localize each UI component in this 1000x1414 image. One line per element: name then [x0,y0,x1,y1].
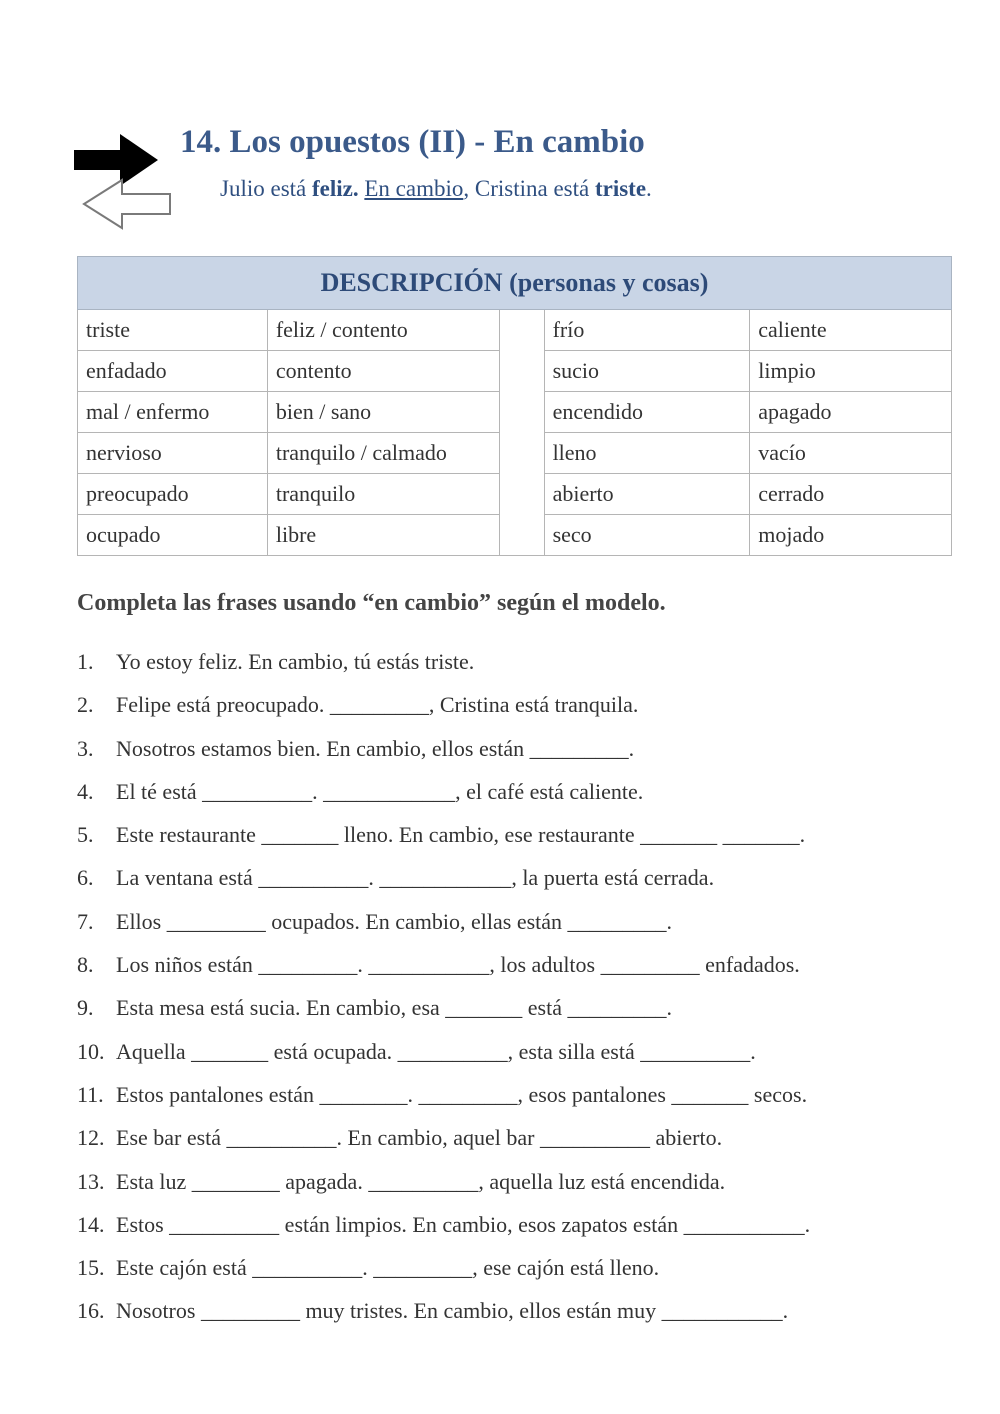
table-gap-cell [499,392,544,433]
exercise-sentence: Nosotros _________ muy tristes. En cambio, ellos están muy ___________. [116,1298,789,1324]
table-cell: tranquilo [267,474,499,515]
exercise-sentence: Ellos _________ ocupados. En cambio, ellas están _________. [116,908,673,934]
table-cell: caliente [750,310,952,351]
exercise-sentence: Yo estoy feliz. En cambio, tú estás triste. [116,649,475,674]
exercise-sentence: El té está __________. ____________, el café está caliente. [116,778,644,804]
exercise-sentence: La ventana está __________. ____________, la puerta está cerrada. [116,865,715,891]
exercise-sentence: Aquella _______ está ocupada. __________, esta silla está __________. [116,1038,756,1064]
table-cell: bien / sano [267,392,499,433]
table-cell: seco [544,515,750,556]
exercise-sentence: Estos __________ están limpios. En cambio, esos zapatos están ___________. [116,1211,811,1237]
example-text: , Cristina está [463,176,595,201]
table-row [78,392,952,433]
navigation-arrows [70,130,180,235]
exercise-number: 4. [77,778,94,804]
exercise-number: 16. [77,1298,105,1324]
exercise-item [77,1246,977,1289]
table-gap-cell [499,351,544,392]
table-cell: abierto [544,474,750,515]
exercise-item [77,727,977,770]
table-cell: enfadado [78,351,268,392]
exercise-sentence: Ese bar está __________. En cambio, aquel bar __________ abierto. [116,1125,723,1151]
exercise-sentence: Este restaurante _______ lleno. En cambio, ese restaurante _______ _______. [116,822,806,848]
table-cell: nervioso [78,433,268,474]
table-cell: mal / enfermo [78,392,268,433]
table-cell: encendido [544,392,750,433]
table-row [78,515,952,556]
exercise-sentence: Esta mesa está sucia. En cambio, esa _______ está _________. [116,995,672,1021]
exercise-number: 11. [77,1081,104,1107]
exercise-item [77,1160,977,1203]
table-gap-cell [499,310,544,351]
exercise-number: 1. [77,649,94,674]
table-cell: triste [78,310,268,351]
model-sentence [220,176,652,202]
exercise-item [77,856,977,899]
exercise-number: 9. [77,995,94,1021]
table-cell: tranquilo / calmado [267,433,499,474]
exercise-number: 2. [77,692,94,718]
example-connector: En cambio [364,176,464,201]
example-bold-word: feliz. [312,176,359,201]
table-cell: frío [544,310,750,351]
table-cell: contento [267,351,499,392]
exercise-item [77,1116,977,1159]
table-cell: ocupado [78,515,268,556]
table-cell: cerrado [750,474,952,515]
example-end: . [646,176,652,201]
exercise-sentence: Estos pantalones están ________. _________, esos pantalones _______ secos. [116,1081,808,1107]
table-cell: feliz / contento [267,310,499,351]
arrow-right-solid-icon[interactable] [74,134,158,186]
exercise-item [77,1073,977,1116]
table-gap-cell [499,474,544,515]
table-gap-cell [499,433,544,474]
table-cell: apagado [750,392,952,433]
exercise-number: 6. [77,865,94,891]
table-cell: vacío [750,433,952,474]
exercise-item [77,683,977,726]
exercise-item [77,640,977,683]
exercise-sentence: Nosotros estamos bien. En cambio, ellos están _________. [116,735,635,761]
table-heading: DESCRIPCIÓN (personas y cosas) [78,257,952,310]
exercise-number: 3. [77,735,94,761]
table-row [78,474,952,515]
exercise-sentence: Felipe está preocupado. _________, Cristina está tranquila. [116,692,639,718]
exercise-number: 5. [77,822,94,848]
exercise-item [77,900,977,943]
opposites-table [77,256,952,556]
table-cell: libre [267,515,499,556]
table-cell: preocupado [78,474,268,515]
exercise-item [77,1289,977,1332]
table-row [78,351,952,392]
page-title: 14. Los opuestos (II) - En cambio [180,124,645,160]
exercise-item [77,770,977,813]
exercise-item [77,943,977,986]
table-cell: sucio [544,351,750,392]
exercise-number: 12. [77,1125,105,1151]
table-cell: lleno [544,433,750,474]
exercise-item [77,1203,977,1246]
exercise-list [77,640,977,1333]
arrow-left-outline-icon[interactable] [84,180,170,228]
exercise-number: 15. [77,1255,105,1281]
instruction: Completa las frases usando “en cambio” según el modelo. [77,590,666,616]
exercise-sentence: Esta luz ________ apagada. __________, aquella luz está encendida. [116,1168,726,1194]
table-row [78,310,952,351]
table-cell: limpio [750,351,952,392]
exercise-item [77,986,977,1029]
table-gap-cell [499,515,544,556]
exercise-sentence: Este cajón está __________. _________, ese cajón está lleno. [116,1255,660,1281]
example-bold-word: triste [594,176,647,201]
exercise-sentence: Los niños están _________. ___________, los adultos _________ enfadados. [116,952,800,978]
exercise-number: 8. [77,952,94,978]
table-cell: mojado [750,515,952,556]
exercise-item [77,813,977,856]
exercise-number: 10. [77,1038,105,1064]
example-text: Julio está [220,176,312,201]
exercise-number: 14. [77,1211,105,1237]
table-row [78,433,952,474]
exercise-number: 13. [77,1168,105,1194]
exercise-number: 7. [77,908,94,934]
exercise-item [77,1030,977,1073]
table-body [78,310,952,556]
